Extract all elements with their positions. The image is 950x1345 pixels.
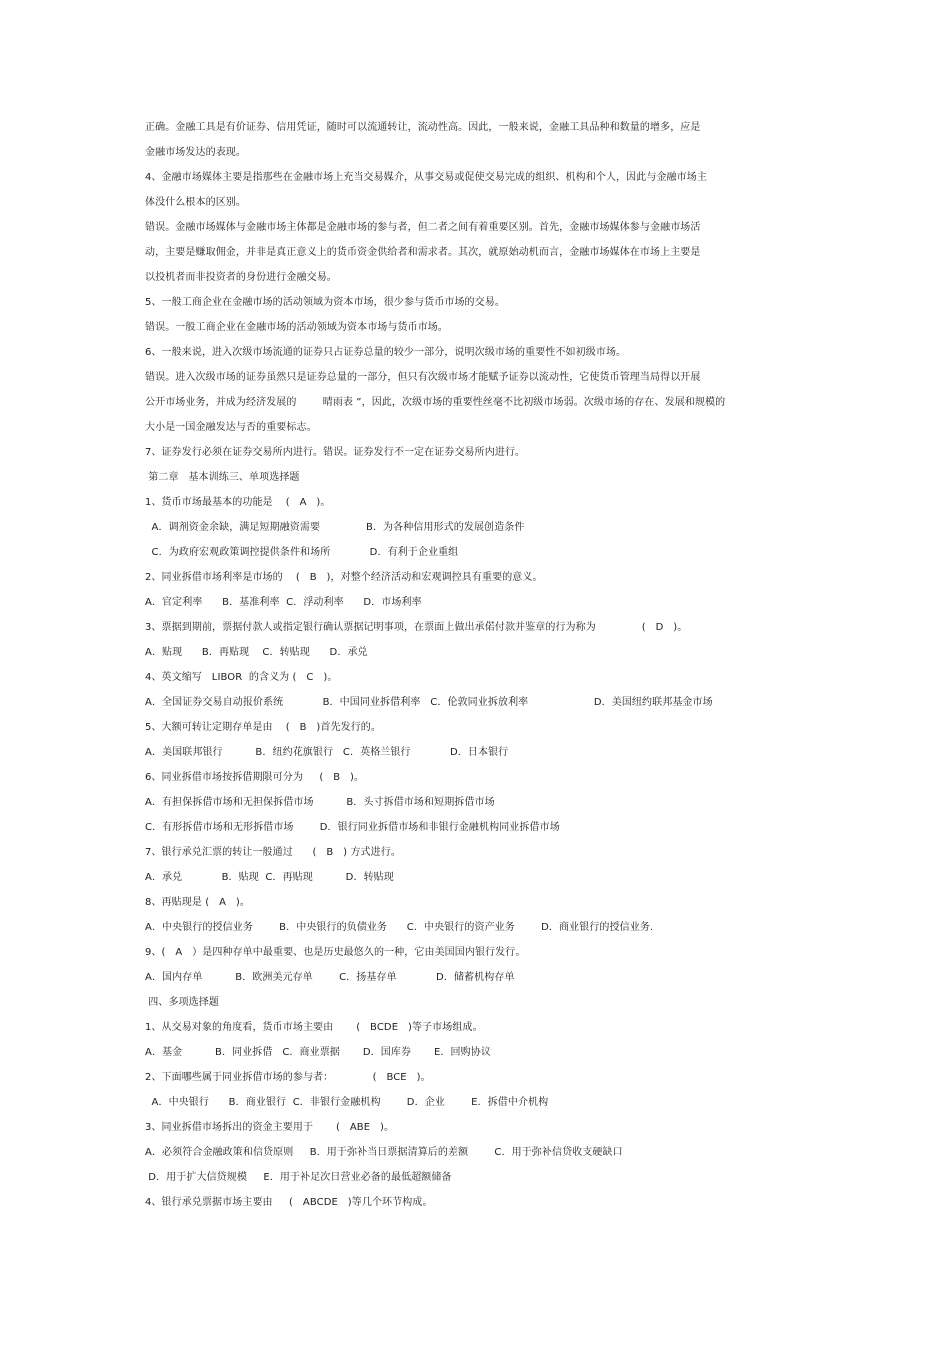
question: 2、同业拆借市场利率是市场的 ( B )，对整个经济活动和宏观调控具有重要的意义。 xyxy=(145,572,543,583)
question: 2、下面哪些属于同业拆借市场的参与者： ( BCE )。 xyxy=(145,1072,431,1083)
question: 9、( A ）是四种存单中最重要、也是历史最悠久的一种，它由美国国内银行发行。 xyxy=(145,947,526,958)
question: 4、银行承兑票据市场主要由 ( ABCDE )等几个环节构成。 xyxy=(145,1197,433,1208)
text-line: 4、金融市场媒体主要是指那些在金融市场上充当交易媒介，从事交易或促使交易完成的组织、机构和个人，因此与金融市场主 xyxy=(145,172,707,183)
answer-options: C．有形拆借市场和无形拆借市场 D．银行同业拆借市场和非银行金融机构同业拆借市场 xyxy=(145,822,560,833)
text-line: 以投机者而非投资者的身份进行金融交易。 xyxy=(145,272,337,283)
question: 4、英文缩写 LIBOR 的含义为 ( C )。 xyxy=(145,672,338,683)
section-heading: 四、多项选择题 xyxy=(145,997,219,1008)
answer-options: A．贴现 B．再贴现 C．转贴现 D．承兑 xyxy=(145,647,368,658)
answer-options: D．用于扩大信贷规模 E．用于补足次日营业必备的最低超额储备 xyxy=(145,1172,452,1183)
text-line: 错误。进入次级市场的证券虽然只是证券总量的一部分，但只有次级市场才能赋予证券以流动性，它使货币管理当局得以开展 xyxy=(145,372,701,383)
answer-options: A．国内存单 B．欧洲美元存单 C．扬基存单 D．储蓄机构存单 xyxy=(145,972,515,983)
text-line: 错误。金融市场媒体与金融市场主体都是金融市场的参与者，但二者之间有着重要区别。首先，金融市场媒体参与金融市场活 xyxy=(145,222,701,233)
text-line: 7、证券发行必须在证券交易所内进行。错误。证券发行不一定在证券交易所内进行。 xyxy=(145,447,526,458)
answer-options: A．全国证券交易自动报价系统 B．中国同业拆借利率 C．伦敦同业拆放利率 D．美国纽约联邦基金市场 xyxy=(145,697,713,708)
question: 5、大额可转让定期存单是由 ( B )首先发行的。 xyxy=(145,722,382,733)
answer-options: A．基金 B．同业拆借 C．商业票据 D．国库券 E．回购协议 xyxy=(145,1047,491,1058)
text-line: 正确。金融工具是有价证券、信用凭证，随时可以流通转让，流动性高。因此，一般来说，金融工具品种和数量的增多，应是 xyxy=(145,122,701,133)
question: 7、银行承兑汇票的转让一般通过 ( B ) 方式进行。 xyxy=(145,847,401,858)
text-line: 错误。一般工商企业在金融市场的活动领域为资本市场与货币市场。 xyxy=(145,322,448,333)
question: 1、从交易对象的角度看，货币市场主要由 ( BCDE )等子市场组成。 xyxy=(145,1022,483,1033)
answer-options: A．承兑 B．贴现 C．再贴现 D．转贴现 xyxy=(145,872,394,883)
answer-options: A．调剂资金余缺，满足短期融资需要 B．为各种信用形式的发展创造条件 xyxy=(145,522,525,533)
answer-options: A．中央银行 B．商业银行 C．非银行金融机构 D．企业 E．拆借中介机构 xyxy=(145,1097,549,1108)
text-line: 公开市场业务，并成为经济发展的 晴雨表 ”，因此，次级市场的重要性丝毫不比初级市场弱。次级市场的存在、发展和规模的 xyxy=(145,397,726,408)
question: 3、同业拆借市场拆出的资金主要用于 ( ABE )。 xyxy=(145,1122,395,1133)
text-line: 5、一般工商企业在金融市场的活动领域为资本市场，很少参与货币市场的交易。 xyxy=(145,297,505,308)
answer-options: A．有担保拆借市场和无担保拆借市场 B．头寸拆借市场和短期拆借市场 xyxy=(145,797,495,808)
answer-options: A．官定利率 B．基准利率 C．浮动利率 D．市场利率 xyxy=(145,597,422,608)
text-line: 大小是一国金融发达与否的重要标志。 xyxy=(145,422,317,433)
text-line: 金融市场发达的表现。 xyxy=(145,147,246,158)
answer-options: A．美国联邦银行 B．纽约花旗银行 C．英格兰银行 D．日本银行 xyxy=(145,747,509,758)
section-heading: 第二章 基本训练三、单项选择题 xyxy=(145,472,300,483)
text-line: 动，主要是赚取佣金，并非是真正意义上的货币资金供给者和需求者。其次，就原始动机而言，金融市场媒体在市场上主要是 xyxy=(145,247,701,258)
answer-options: A．中央银行的授信业务 B．中央银行的负债业务 C．中央银行的资产业务 D．商业银行的授信业务. xyxy=(145,922,654,933)
question: 8、再贴现是 ( A )。 xyxy=(145,897,250,908)
text-line: 体没什么根本的区别。 xyxy=(145,197,246,208)
question: 6、同业拆借市场按拆借期限可分为 ( B )。 xyxy=(145,772,365,783)
text-line: 6、一般来说，进入次级市场流通的证券只占证券总量的较少一部分，说明次级市场的重要性不如初级市场。 xyxy=(145,347,627,358)
question: 3、票据到期前，票据付款人或指定银行确认票据记明事项，在票面上做出承偌付款并鉴章的行为称为 ( D )。 xyxy=(145,622,688,633)
question: 1、货币市场最基本的功能是 ( A )。 xyxy=(145,497,331,508)
answer-options: A．必须符合金融政策和信贷原则 B．用于弥补当日票据清算后的差额 C．用于弥补信贷收支硬缺口 xyxy=(145,1147,623,1158)
answer-options: C．为政府宏观政策调控提供条件和场所 D．有利于企业重组 xyxy=(145,547,459,558)
